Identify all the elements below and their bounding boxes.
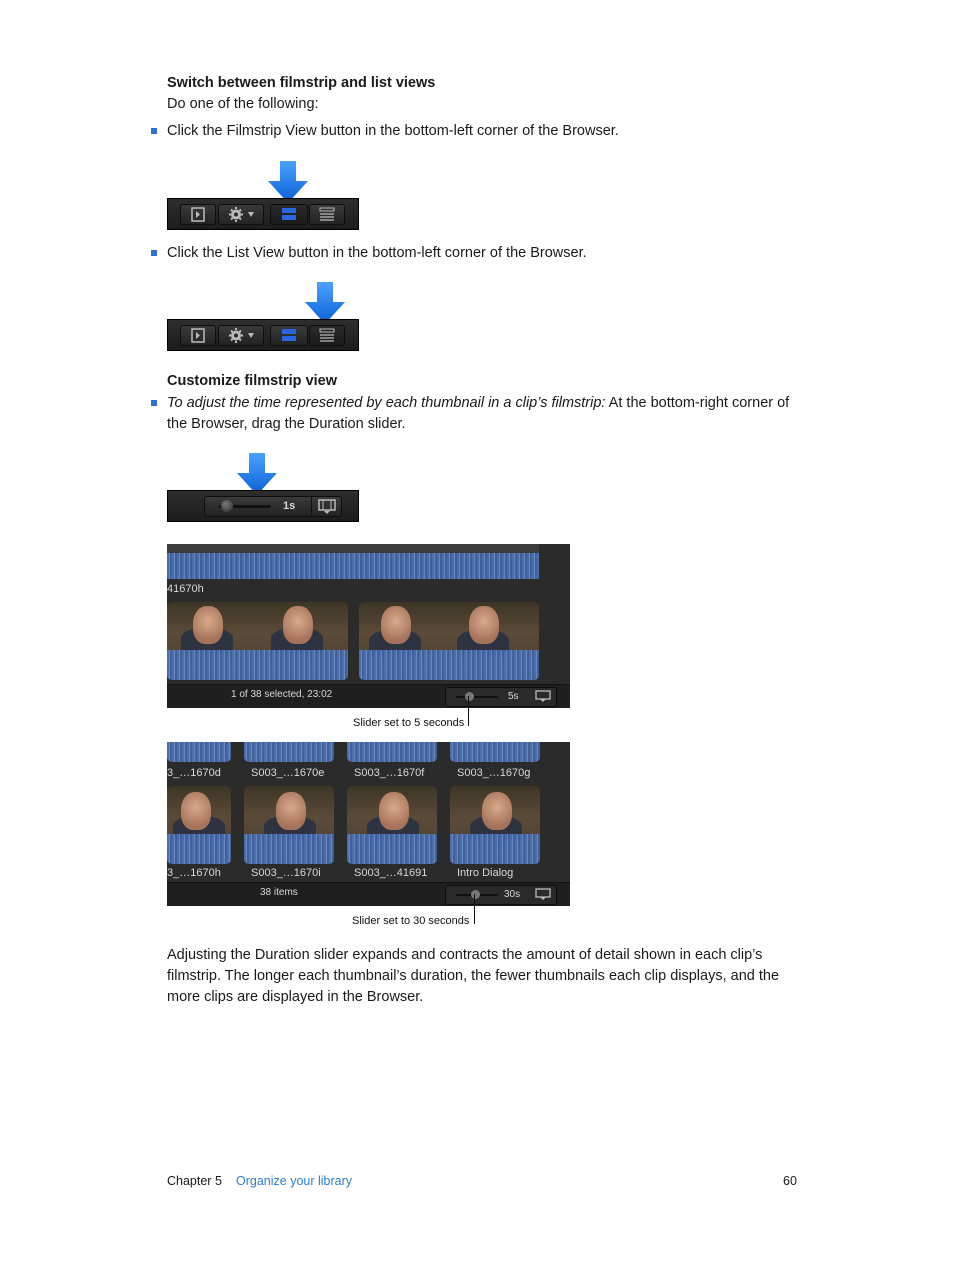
filmstrip-clip[interactable] bbox=[359, 602, 539, 680]
down-arrow-icon bbox=[237, 453, 277, 495]
footer-chapter: Chapter 5 bbox=[167, 1174, 222, 1188]
filmstrip-clip[interactable] bbox=[450, 786, 540, 864]
bullet-marker bbox=[151, 400, 157, 406]
summary-paragraph: Adjusting the Duration slider expands and contracts the amount of detail shown in each clip’s filmstrip. The longer each thumbnail’s duration, the fewer thumbnails each clip displays, and the more clips are displayed in the Browser. bbox=[167, 947, 780, 1005]
clip-label: S003_…1670e bbox=[251, 767, 325, 779]
clip-label: S003_…1670i bbox=[251, 867, 321, 879]
filmstrip-clip[interactable] bbox=[347, 742, 437, 762]
clip-label: S003_…41691 bbox=[354, 867, 428, 879]
filmstrip-view-icon bbox=[271, 326, 307, 345]
duration-value: 5s bbox=[508, 691, 519, 702]
clip-appearance-icon bbox=[181, 326, 215, 345]
browser-status-bar bbox=[167, 684, 570, 708]
duration-slider-thumb[interactable] bbox=[465, 692, 474, 701]
browser-toolbar-duration bbox=[167, 490, 359, 522]
filmstrip-view-icon bbox=[271, 205, 307, 224]
bullet-filmstrip-view: Click the Filmstrip View button in the bottom-left corner of the Browser. bbox=[167, 123, 619, 139]
filmstrip-view-button[interactable] bbox=[270, 325, 308, 346]
filmstrip-settings-icon[interactable] bbox=[534, 689, 552, 703]
duration-slider-thumb[interactable] bbox=[471, 890, 480, 899]
caption-5s: Slider set to 5 seconds bbox=[353, 717, 465, 729]
page-number: 60 bbox=[783, 1174, 797, 1188]
selection-status: 1 of 38 selected, 23:02 bbox=[231, 689, 333, 700]
list-view-icon bbox=[310, 326, 344, 345]
bullet-marker bbox=[151, 250, 157, 256]
filmstrip-clip[interactable] bbox=[167, 742, 231, 762]
clip-label: S003_…1670g bbox=[457, 767, 531, 779]
bullet-list-view: Click the List View button in the bottom-left corner of the Browser. bbox=[167, 245, 587, 261]
filmstrip-view-button[interactable] bbox=[270, 204, 308, 225]
divider bbox=[311, 497, 312, 516]
clip-appearance-button[interactable] bbox=[180, 204, 216, 225]
list-view-button[interactable] bbox=[309, 204, 345, 225]
list-view-icon bbox=[310, 205, 344, 224]
duration-slider-thumb[interactable] bbox=[221, 500, 233, 512]
clip-label: 41670h bbox=[167, 583, 204, 595]
list-view-button[interactable] bbox=[309, 325, 345, 346]
duration-value: 1s bbox=[283, 500, 296, 512]
caption-30s: Slider set to 30 seconds bbox=[352, 915, 470, 927]
filmstrip-settings-icon[interactable] bbox=[534, 887, 552, 901]
clip-label: S003_…1670f bbox=[354, 767, 425, 779]
action-menu-button[interactable] bbox=[218, 204, 264, 225]
browser-screenshot-30s bbox=[167, 742, 570, 906]
filmstrip-clip[interactable] bbox=[167, 786, 231, 864]
duration-control bbox=[204, 496, 342, 517]
filmstrip-top bbox=[167, 544, 539, 579]
section-heading-customize: Customize filmstrip view bbox=[167, 373, 338, 389]
action-menu-button[interactable] bbox=[218, 325, 264, 346]
filmstrip-clip[interactable] bbox=[450, 742, 540, 762]
footer-chapter-link[interactable]: Organize your library bbox=[236, 1174, 353, 1188]
filmstrip-clip[interactable] bbox=[244, 742, 334, 762]
gear-icon bbox=[219, 205, 263, 224]
clip-label: 3_…1670d bbox=[167, 767, 221, 779]
browser-status-bar bbox=[167, 882, 570, 906]
bullet-marker bbox=[151, 128, 157, 134]
section-heading-views: Switch between filmstrip and list views bbox=[167, 75, 436, 91]
duration-control bbox=[445, 687, 557, 707]
clip-appearance-button[interactable] bbox=[180, 325, 216, 346]
filmstrip-clip[interactable] bbox=[244, 786, 334, 864]
browser-toolbar-filmstrip bbox=[167, 198, 359, 230]
item-count-status: 38 items bbox=[260, 887, 298, 898]
callout-line bbox=[468, 696, 469, 726]
filmstrip-settings-icon[interactable] bbox=[315, 498, 339, 515]
down-arrow-icon bbox=[305, 282, 345, 324]
browser-screenshot-5s bbox=[167, 544, 570, 708]
bullet-italic-lead: To adjust the time represented by each thumbnail in a clip’s filmstrip: bbox=[167, 395, 606, 411]
filmstrip-clip[interactable] bbox=[347, 786, 437, 864]
browser-toolbar-list bbox=[167, 319, 359, 351]
clip-label: 3_…1670h bbox=[167, 867, 221, 879]
duration-value: 30s bbox=[504, 889, 521, 900]
callout-line bbox=[474, 894, 475, 924]
gear-icon bbox=[219, 326, 263, 345]
duration-control bbox=[445, 885, 557, 905]
clip-label: Intro Dialog bbox=[457, 867, 514, 879]
filmstrip-clip[interactable] bbox=[167, 602, 348, 680]
intro-text: Do one of the following: bbox=[167, 96, 319, 112]
clip-appearance-icon bbox=[181, 205, 215, 224]
down-arrow-icon bbox=[268, 161, 308, 203]
bullet-duration-slider bbox=[167, 393, 797, 435]
duration-slider-track[interactable] bbox=[456, 696, 498, 698]
bullet-rest: At the bottom-right corner of the Browser, drag the Duration slider. bbox=[167, 395, 790, 432]
